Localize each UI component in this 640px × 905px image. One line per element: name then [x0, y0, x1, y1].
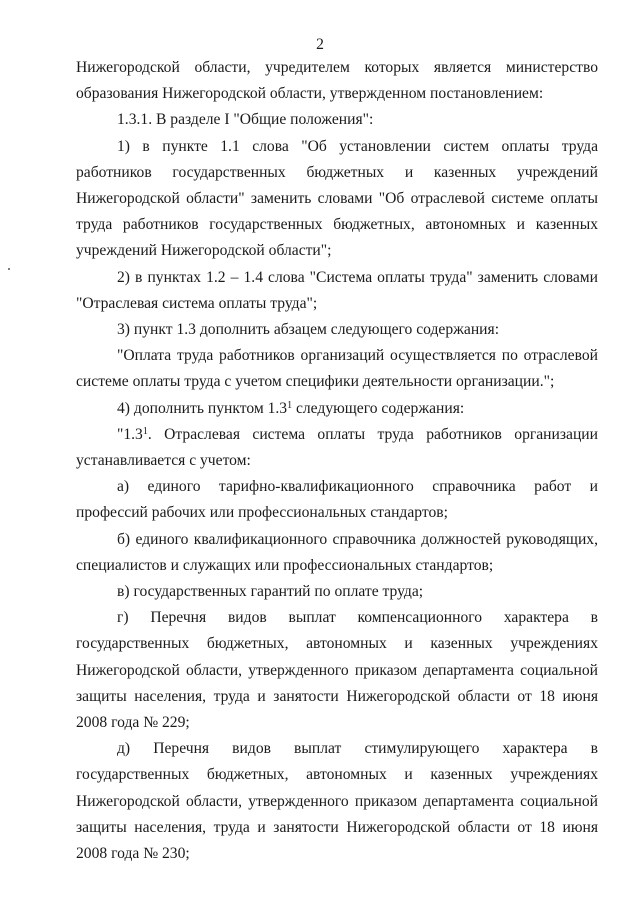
paragraph-clause-1-3-1: [76, 422, 598, 474]
text-fragment: "1.3: [117, 425, 143, 443]
paragraph-quoted-text: "Оплата труда работников организаций осуществляется по отраслевой системе оплаты труда с учетом специфики деятельности организации.";: [76, 347, 598, 391]
text-fragment: 4) дополнить пунктом 1.3: [117, 399, 288, 417]
paragraph-subitem-b: б) единого квалификационного справочника должностей руководящих, специалистов и служащих или профессиональных стандартов;: [76, 530, 598, 574]
paragraph-continuation: Нижегородской области, учредителем которых является министерство образования Нижегородской области, утвержденном постановлением:: [76, 59, 598, 103]
paragraph-subitem-g: г) Перечня видов выплат компенсационного характера в государственных бюджетных, автономных и казенных учреждениях Нижегородской области, утвержденного приказом департамента социальной защиты населения, труда и занятости Нижегородской области от 18 июня 2008 года № 229;: [76, 609, 598, 732]
paragraph-item-4: [76, 396, 598, 422]
superscript: 1: [142, 425, 148, 437]
paragraph-item-2: 2) в пунктах 1.2 – 1.4 слова "Система оплаты труда" заменить словами "Отраслевая система оплаты труда";: [76, 268, 598, 312]
page-number: 2: [316, 36, 324, 53]
text-fragment: . Отраслевая система оплаты труда работников организации устанавливается с учетом:: [76, 425, 598, 470]
paragraph-subitem-a: а) единого тарифно-квалификационного справочника работ и профессий рабочих или профессиональных стандартов;: [76, 478, 598, 522]
paragraph-subitem-d: д) Перечня видов выплат стимулирующего характера в государственных бюджетных, автономных и казенных учреждениях Нижегородской области, утвержденного приказом департамента социальной защиты населения, труда и занятости Нижегородской области от 18 июня 2008 года № 230;: [76, 740, 598, 863]
margin-dot: [8, 268, 10, 270]
text-fragment: следующего содержания:: [292, 399, 465, 417]
paragraph-subitem-v: в) государственных гарантий по оплате труда;: [117, 583, 424, 601]
paragraph-section-1-3-1: 1.3.1. В разделе I "Общие положения":: [117, 111, 374, 129]
document-body: [76, 55, 598, 867]
superscript: 1: [287, 399, 293, 411]
paragraph-item-3: 3) пункт 1.3 дополнить абзацем следующего содержания:: [117, 321, 500, 339]
paragraph-item-1: 1) в пункте 1.1 слова "Об установлении систем оплаты труда работников государственных бюджетных и казенных учреждений Нижегородской области" заменить словами "Об отраслевой системе оплаты труда работников государственных бюджетных, автономных и казенных учреждений Нижегородской области";: [76, 137, 598, 260]
